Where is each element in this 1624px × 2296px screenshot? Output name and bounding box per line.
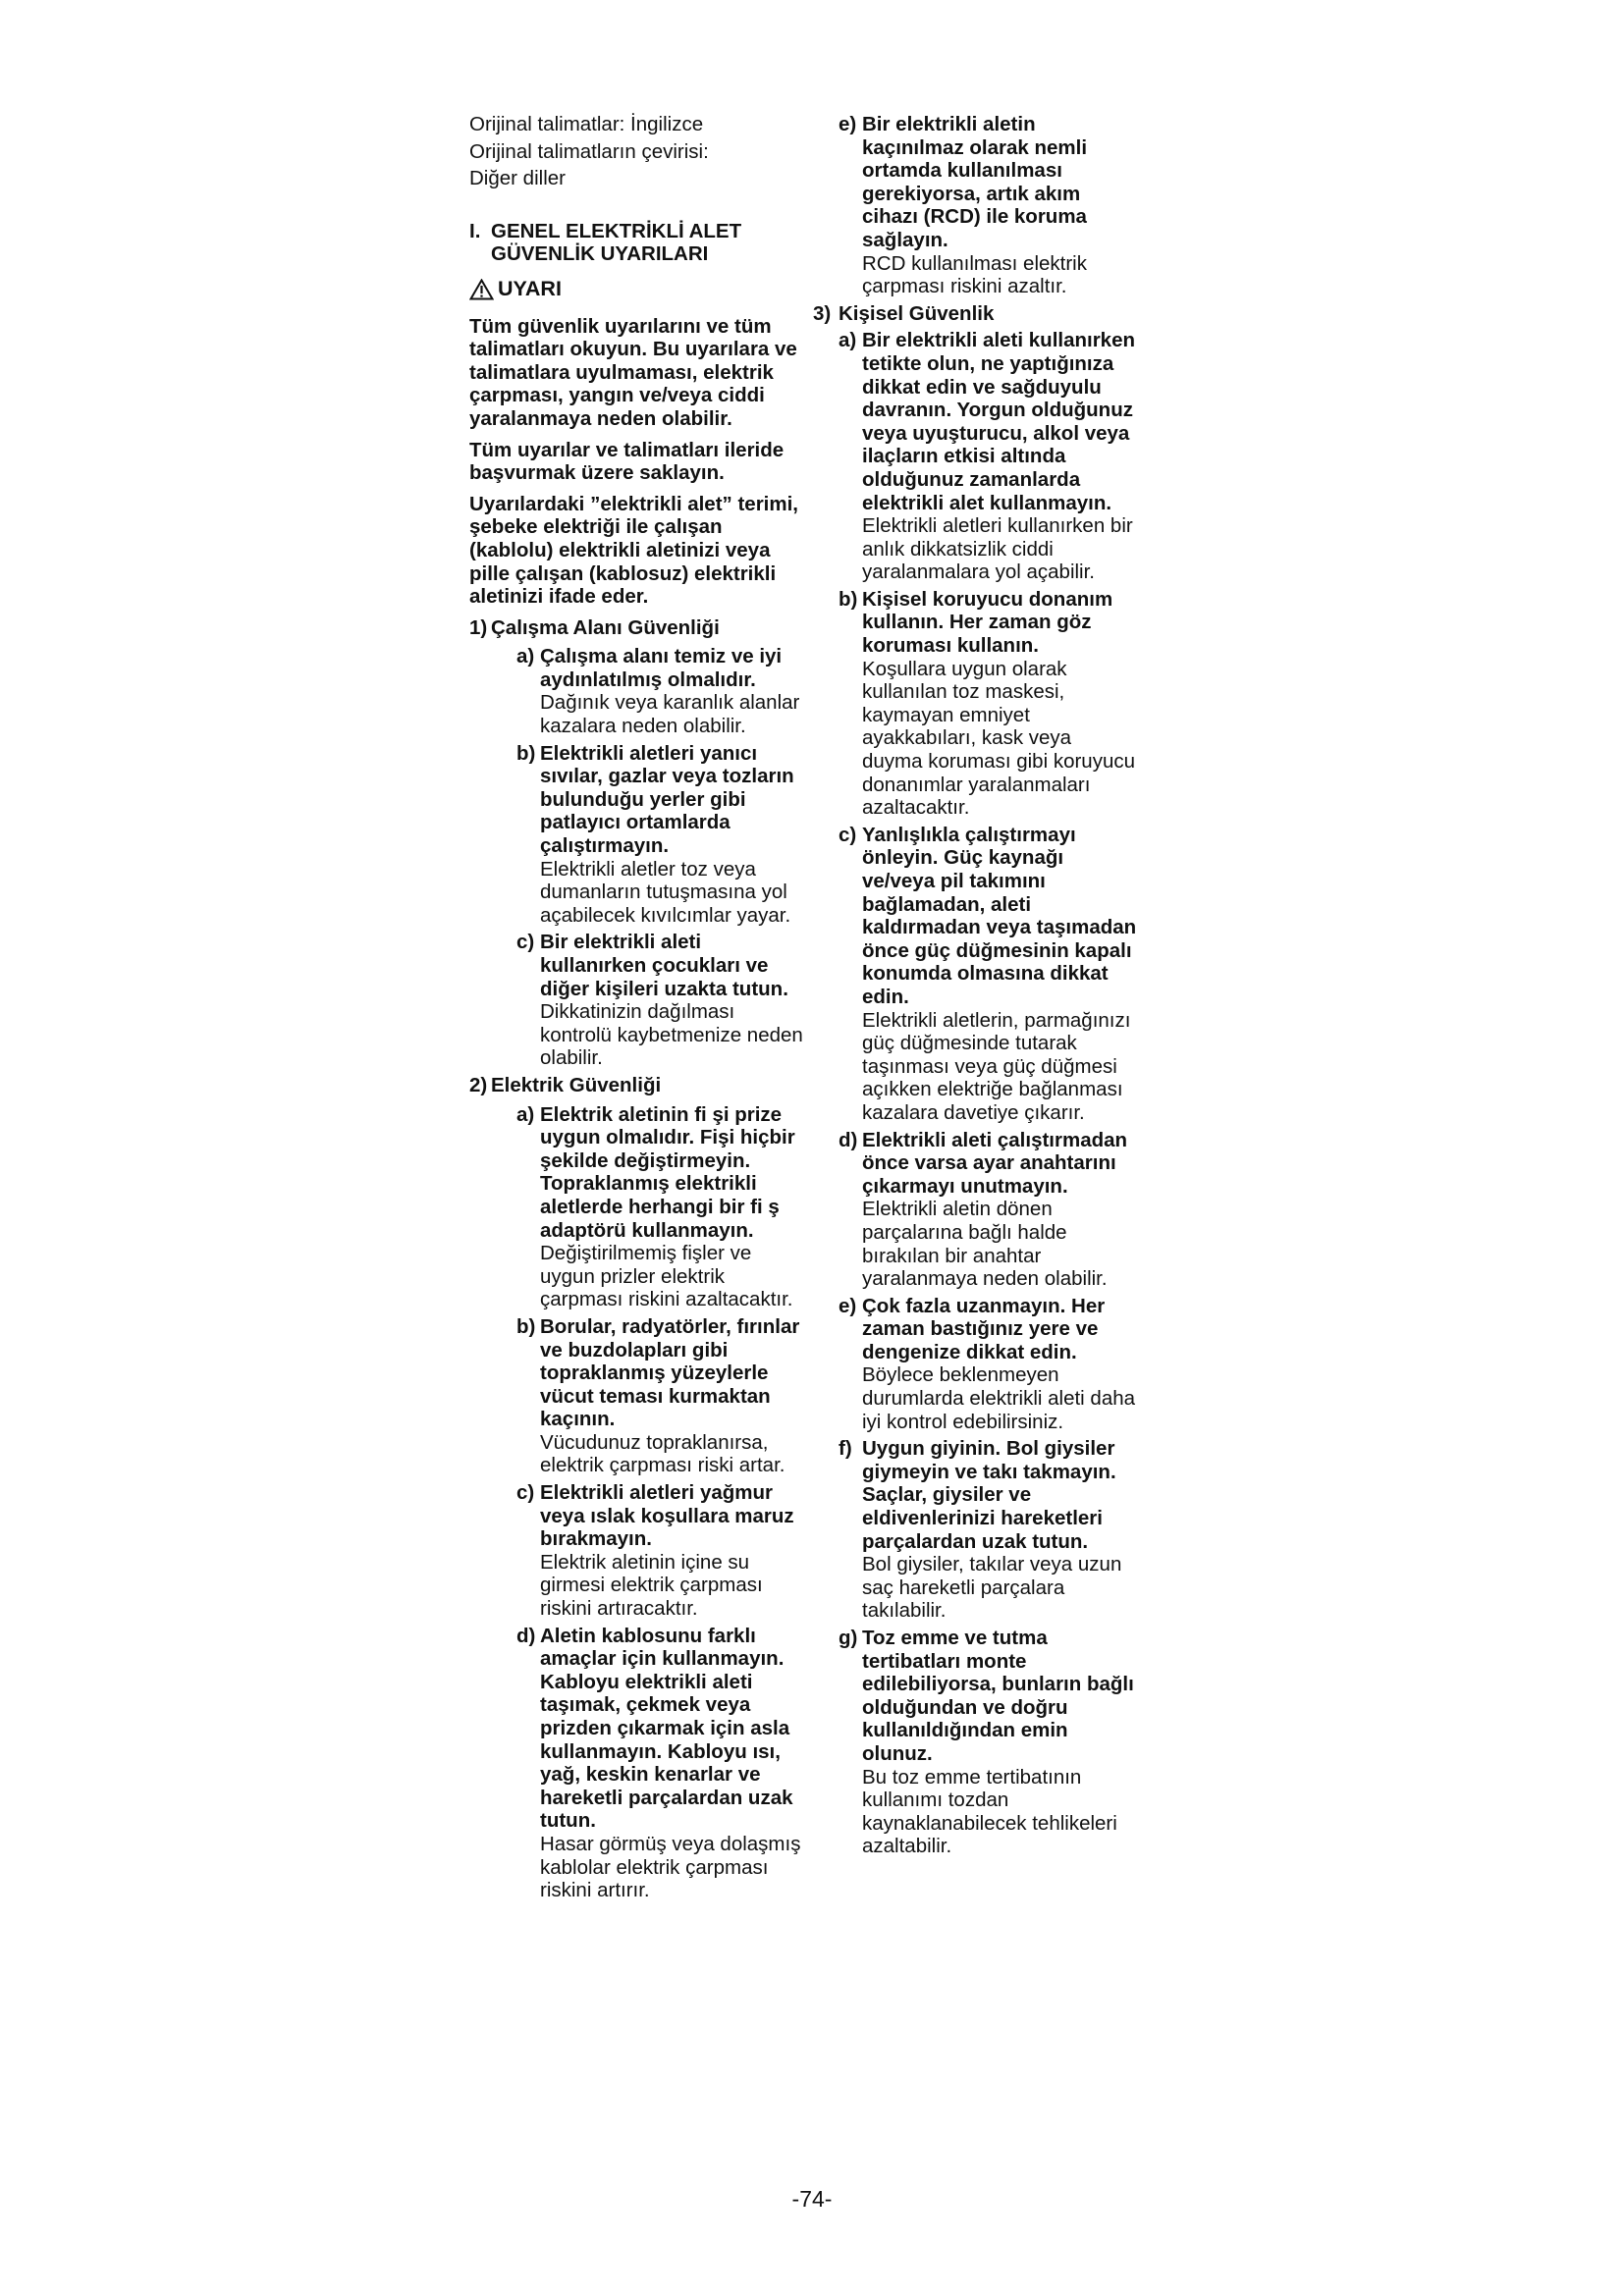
item-instruction: Elektrikli aletleri yağmur veya ıslak koşullara maruz bırakmayın.	[540, 1481, 794, 1551]
item-label: a)	[516, 645, 535, 668]
item-explanation: Dikkatinizin dağılması kontrolü kaybetmenize neden olabilir.	[540, 1000, 803, 1070]
section-heading	[469, 220, 803, 266]
item-explanation: Vücudunuz topraklanırsa, elektrik çarpması riski artar.	[540, 1430, 785, 1477]
list-item	[839, 1295, 1137, 1434]
list-item	[516, 645, 803, 737]
item-label: d)	[839, 1128, 858, 1151]
item-instruction: Bir elektrikli aleti kullanırken çocukları ve diğer kişileri uzakta tutun.	[540, 931, 788, 1000]
item-explanation: Hasar görmüş veya dolaşmış kablolar elektrik çarpması riskini artırır.	[540, 1832, 801, 1902]
item-label: d)	[516, 1624, 536, 1647]
list-item	[839, 588, 1137, 820]
item-explanation: Bol giysiler, takılar veya uzun saç hareketli parçalara takılabilir.	[862, 1553, 1122, 1623]
list-item	[516, 1103, 803, 1311]
item-instruction: Elektrikli aleti çalıştırmadan önce varsa ayar anahtarını çıkarmayı unutmayın.	[862, 1128, 1128, 1198]
group-heading	[469, 1073, 803, 1097]
group-personal-safety	[813, 302, 1137, 1858]
item-instruction: Çok fazla uzanmayın. Her zaman bastığınız yere ve dengenize dikkat edin.	[862, 1294, 1106, 1363]
list-item	[516, 1315, 803, 1477]
item-instruction: Elektrikli aletleri yanıcı sıvılar, gazlar veya tozların bulunduğu yerler gibi patlayıcı ortamlarda çalıştırmayın.	[540, 741, 794, 858]
item-label: b)	[839, 587, 858, 611]
list-item	[516, 742, 803, 928]
item-instruction: Toz emme ve tutma tertibatları monte edilebiliyorsa, bunların bağlı olduğundan ve doğru kullanıldığından emin olunuz.	[862, 1627, 1134, 1765]
group-work-area-safety	[469, 616, 803, 1070]
item-explanation: Elektrik aletinin içine su girmesi elektrik çarpması riskini artıracaktır.	[540, 1550, 763, 1621]
item-label: b)	[516, 741, 536, 765]
item-explanation: Dağınık veya karanlık alanlar kazalara neden olabilir.	[540, 691, 800, 738]
warning-heading	[469, 278, 803, 301]
warning-label: UYARI	[498, 276, 562, 300]
group-title: Kişisel Güvenlik	[839, 301, 995, 325]
list-item	[839, 329, 1137, 584]
section-number: I.	[469, 219, 481, 242]
list-item	[516, 931, 803, 1070]
list-item	[839, 113, 1137, 298]
group-number: 1)	[469, 615, 488, 639]
group-electrical-safety	[469, 1074, 803, 1902]
item-label: a)	[839, 329, 857, 352]
list-item	[516, 1481, 803, 1621]
item-label: e)	[839, 1294, 857, 1317]
item-label: c)	[516, 1481, 535, 1505]
item-instruction: Elektrik aletinin fi şi prize uygun olmalıdır. Fişi hiçbir şekilde değiştirmeyin. Topraklanmış elektrikli aletlerde herhangi bir fi ş adaptörü kullanmayın.	[540, 1102, 795, 1242]
item-instruction: Uygun giyinin. Bol giysiler giymeyin ve takı takmayın. Saçlar, giysiler ve eldivenlerinizi hareketleri parçalardan uzak tutun.	[862, 1437, 1116, 1553]
list-item	[839, 1437, 1137, 1623]
intro-paragraph: Tüm uyarılar ve talimatları ileride başvurmak üzere saklayın.	[469, 438, 785, 485]
original-instructions-line: Orijinal talimatlar: İngilizce	[469, 113, 704, 135]
item-instruction: Aletin kablosunu farklı amaçlar için kullanmayın. Kabloyu elektrikli aleti taşımak, çekmek veya prizden çıkarmak için asla kullanmayın. Kabloyu ısı, yağ, keskin kenarlar ve hareketli parçalardan uzak tutun.	[540, 1624, 793, 1833]
item-instruction: Yanlışlıkla çalıştırmayı önleyin. Güç kaynağı ve/veya pil takımını bağlamadan, aleti kaldırmadan veya taşımadan önce güç düğmesinin kapalı konumda olmasına dikkat edin.	[862, 823, 1137, 1008]
group-heading	[813, 302, 1137, 326]
item-instruction: Bir elektrikli aletin kaçınılmaz olarak nemli ortamda kullanılması gerekiyorsa, artık akım cihazı (RCD) ile koruma sağlayın.	[862, 113, 1088, 251]
translation-line: Orijinal talimatların çevirisi:	[469, 139, 709, 163]
item-label: b)	[516, 1314, 536, 1338]
list-item	[516, 1625, 803, 1902]
item-explanation: Elektrikli aletlerin, parmağınızı güç düğmesinde tutarak taşınması veya güç düğmesi açıkken elektriğe bağlanması kazalara davetiye çıkarır.	[862, 1008, 1131, 1124]
group-title: Elektrik Güvenliği	[491, 1073, 662, 1096]
group-title: Çalışma Alanı Güvenliği	[491, 615, 720, 639]
group-heading	[469, 615, 803, 640]
item-instruction: Çalışma alanı temiz ve iyi aydınlatılmış olmalıdır.	[540, 645, 783, 691]
group-number: 2)	[469, 1073, 488, 1096]
item-label: f)	[839, 1437, 852, 1461]
item-explanation: RCD kullanılması elektrik çarpması riskini azaltır.	[862, 251, 1087, 298]
item-explanation: Elektrikli aletleri kullanırken bir anlık dikkatsizlik ciddi yaralanmalara yol açabilir.	[862, 514, 1133, 584]
item-explanation: Böylece beklenmeyen durumlarda elektrikli aleti daha iyi kontrol edebilirsiniz.	[862, 1363, 1136, 1433]
item-instruction: Borular, radyatörler, fırınlar ve buzdolapları gibi topraklanmış yüzeylerle vücut teması kurmaktan kaçının.	[540, 1314, 800, 1431]
list-item	[839, 1627, 1137, 1858]
list-item	[839, 1129, 1137, 1291]
list-item	[839, 824, 1137, 1125]
item-label: g)	[839, 1627, 858, 1649]
item-explanation: Koşullara uygun olarak kullanılan toz maskesi, kaymayan emniyet ayakkabıları, kask veya duyma koruması gibi koruyucu donanımlar yaralanmaları azaltacaktır.	[862, 657, 1136, 820]
other-languages-line: Diğer diller	[469, 167, 566, 190]
item-label: e)	[839, 113, 857, 135]
intro-paragraph: Tüm güvenlik uyarılarını ve tüm talimatları okuyun. Bu uyarılara ve talimatlara uyulmaması, elektrik çarpması, yangın ve/veya ciddi yaralanmaya neden olabilir.	[469, 314, 797, 430]
item-explanation: Bu toz emme tertibatının kullanımı tozdan kaynaklanabilecek tehlikeleri azaltabilir.	[862, 1765, 1117, 1858]
item-instruction: Kişisel koruyucu donanım kullanın. Her zaman göz koruması kullanın.	[862, 587, 1113, 658]
left-column	[469, 113, 803, 1906]
section-title: GENEL ELEKTRİKLİ ALET GÜVENLİK UYARILARI	[491, 219, 742, 266]
page-number: -74-	[791, 2186, 833, 2212]
item-label: c)	[839, 823, 857, 846]
right-column	[813, 113, 1137, 1862]
item-explanation: Elektrikli aletler toz veya dumanların tutuşmasına yol açabilecek kıvılcımlar yayar.	[540, 857, 791, 927]
item-instruction: Bir elektrikli aleti kullanırken tetikte olun, ne yaptığınıza dikkat edin ve sağduyulu davranın. Yorgun olduğunuz veya uyuşturucu, alkol veya ilaçların etkisi altında olduğunuz zamanlarda elektrikli alet kullanmayın.	[862, 329, 1136, 514]
item-explanation: Elektrikli aletin dönen parçalarına bağlı halde bırakılan bir anahtar yaralanmaya neden olabilir.	[862, 1198, 1108, 1291]
group-number: 3)	[813, 301, 832, 325]
warning-triangle-icon	[469, 279, 494, 300]
item-label: a)	[516, 1102, 535, 1126]
item-label: c)	[516, 931, 535, 954]
intro-paragraph: Uyarılardaki ”elektrikli alet” terimi, şebeke elektriği ile çalışan (kablolu) elektrikli aletinizi veya pille çalışan (kablosuz) elektrikli aletinizi ifade eder.	[469, 492, 798, 609]
item-explanation: Değiştirilmemiş fişler ve uygun prizler elektrik çarpması riskini azaltacaktır.	[540, 1242, 793, 1311]
